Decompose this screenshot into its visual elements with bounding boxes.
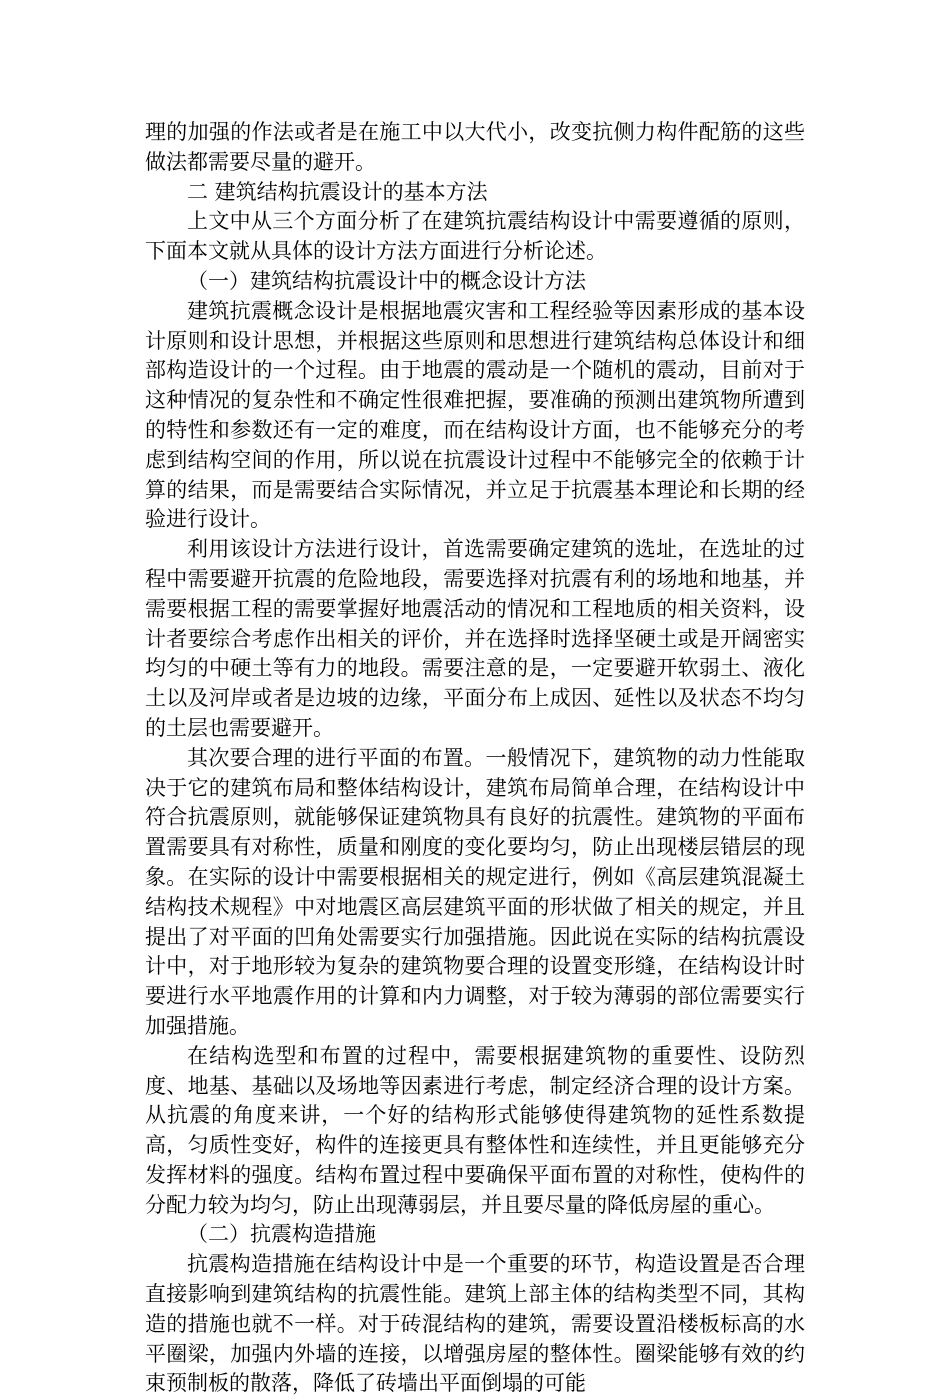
paragraph-intro: 上文中从三个方面分析了在建筑抗震结构设计中需要遵循的原则，下面本文就从具体的设计方法方面进行分析论述。: [145, 209, 805, 264]
subsection-heading-1: （一）建筑结构抗震设计中的概念设计方法: [187, 268, 586, 293]
paragraph-plan-layout: 其次要合理的进行平面的布置。一般情况下，建筑物的动力性能取决于它的建筑布局和整体结构设计，建筑布局简单合理，在结构设计中符合抗震原则，就能够保证建筑物具有良好的抗震性。建筑物的平面布置需要具有对称性，质量和刚度的变化要均匀，防止出现楼层错层的现象。在实际的设计中需要根据相关的规定进行，例如《高层建筑混凝土结构技术规程》中对地震区高层建筑平面的形状做了相关的规定，并且提出了对平面的凹角处需要实行加强措施。因此说在实际的结构抗震设计中，对于地形较为复杂的建筑物要合理的设置变形缝，在结构设计时要进行水平地震作用的计算和内力调整，对于较为薄弱的部位需要实行加强措施。: [145, 745, 805, 1038]
subsection-heading-2: （二）抗震构造措施: [187, 1222, 376, 1247]
paragraph-construction-measures: 抗震构造措施在结构设计中是一个重要的环节，构造设置是否合理直接影响到建筑结构的抗震性能。建筑上部主体的结构类型不同，其构造的措施也就不一样。对于砖混结构的建筑，需要设置沿楼板标高的水平圈梁，加强内外墙的连接，以增强房屋的整体性。圈梁能够有效的约束预制板的散落，降低了砖墙出平面倒塌的可能: [145, 1252, 805, 1396]
document-body: [145, 118, 805, 1399]
paragraph-site-selection: 利用该设计方法进行设计，首选需要确定建筑的选址，在选址的过程中需要避开抗震的危险地段，需要选择对抗震有利的场地和地基，并需要根据工程的需要掌握好地震活动的情况和工程地质的相关资料，设计者要综合考虑作出相关的评价，并在选择时选择坚硬土或是开阔密实均匀的中硬土等有力的地段。需要注意的是，一定要避开软弱土、液化土以及河岸或者是边坡的边缘，平面分布上成因、延性以及状态不均匀的土层也需要避开。: [145, 537, 805, 740]
paragraph-continuation: 理的加强的作法或者是在施工中以大代小，改变抗侧力构件配筋的这些做法都需要尽量的避开。: [145, 120, 805, 174]
section-heading-2: 二 建筑结构抗震设计的基本方法: [187, 179, 488, 204]
paragraph-structure-selection: 在结构选型和布置的过程中，需要根据建筑物的重要性、设防烈度、地基、基础以及场地等因素进行考虑，制定经济合理的设计方案。从抗震的角度来讲，一个好的结构形式能够使得建筑物的延性系数提高，匀质性变好，构件的连接更具有整体性和连续性，并且更能够充分发挥材料的强度。结构布置过程中要确保平面布置的对称性，使构件的分配力较为均匀，防止出现薄弱层，并且要尽量的降低房屋的重心。: [145, 1043, 805, 1217]
paragraph-concept-design: 建筑抗震概念设计是根据地震灾害和工程经验等因素形成的基本设计原则和设计思想，并根据这些原则和思想进行建筑结构总体设计和细部构造设计的一个过程。由于地震的震动是一个随机的震动，目前对于这种情况的复杂性和不确定性很难把握，要准确的预测出建筑物所遭到的特性和参数还有一定的难度，而在结构设计方面，也不能够充分的考虑到结构空间的作用，所以说在抗震设计过程中不能够完全的依赖于计算的结果，而是需要结合实际情况，并立足于抗震基本理论和长期的经验进行设计。: [145, 298, 805, 532]
